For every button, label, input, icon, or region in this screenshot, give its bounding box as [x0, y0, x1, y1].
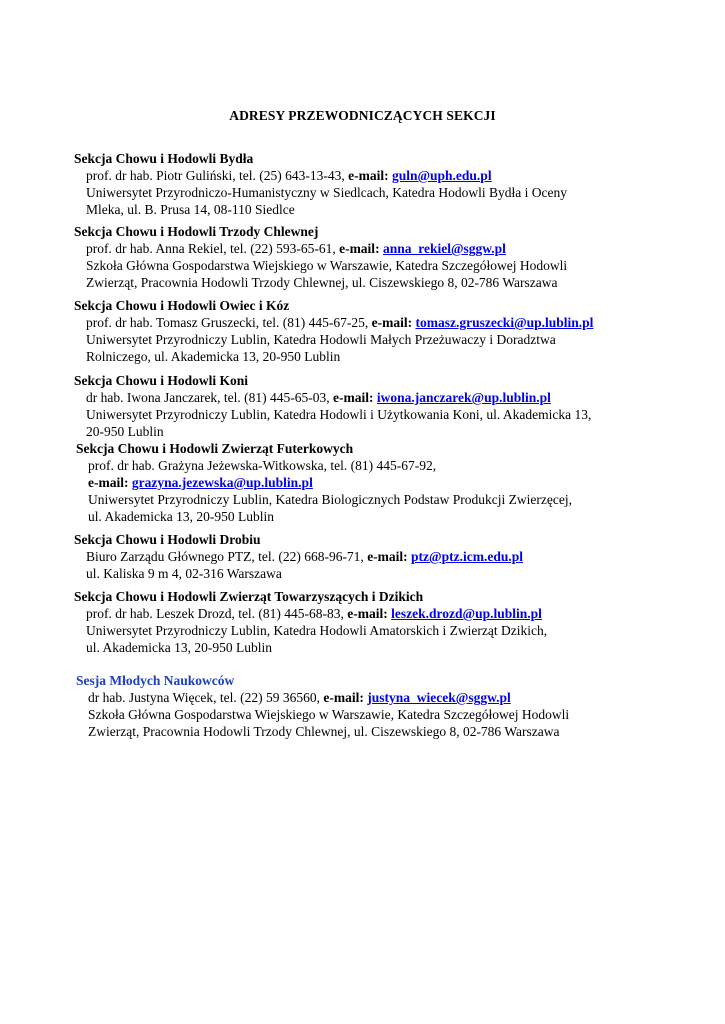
contact-line: prof. dr hab. Piotr Guliński, tel. (25) 643-13-43, e-mail: guln@uph.edu.pl: [86, 168, 492, 183]
email-link[interactable]: guln@uph.edu.pl: [391, 168, 492, 183]
address-line: Mleka, ul. B. Prusa 14, 08-110 Siedlce: [86, 202, 295, 217]
page-title: ADRESY PRZEWODNICZĄCYCH SEKCJI: [229, 108, 496, 123]
address-line: Rolniczego, ul. Akademicka 13, 20-950 Lublin: [86, 349, 341, 364]
email-link[interactable]: justyna_wiecek@sggw.pl: [367, 690, 511, 705]
section-title: Sekcja Chowu i Hodowli Trzody Chlewnej: [74, 224, 319, 239]
address-line: Zwierząt, Pracownia Hodowli Trzody Chlewnej, ul. Ciszewskiego 8, 02-786 Warszawa: [86, 275, 558, 290]
section-pigs: [74, 223, 674, 291]
section-title: Sekcja Chowu i Hodowli Drobiu: [74, 532, 261, 547]
address-line: Uniwersytet Przyrodniczy Lublin, Katedra Biologicznych Podstaw Produkcji Zwierzęcej,: [88, 492, 572, 507]
address-line: Uniwersytet Przyrodniczo-Humanistyczny w Siedlcach, Katedra Hodowli Bydła i Oceny: [86, 185, 567, 200]
address-line: Szkoła Główna Gospodarstwa Wiejskiego w Warszawie, Katedra Szczegółowej Hodowli: [86, 258, 568, 273]
contact-line: prof. dr hab. Tomasz Gruszecki, tel. (81) 445-67-25, e-mail: tomasz.gruszecki@up.lublin.pl: [86, 315, 594, 330]
email-line: e-mail: grazyna.jezewska@up.lublin.pl: [88, 475, 313, 490]
address-line: 20-950 Lublin: [86, 424, 164, 439]
email-link[interactable]: anna_rekiel@sggw.pl: [382, 241, 506, 256]
address-line: ul. Akademicka 13, 20-950 Lublin: [86, 640, 272, 655]
section-companion-wild: [74, 588, 674, 656]
address-line: Uniwersytet Przyrodniczy Lublin, Katedra Hodowli i Użytkowania Koni, ul. Akademicka 13,: [86, 407, 592, 422]
section-title: Sekcja Chowu i Hodowli Zwierząt Towarzyszących i Dzikich: [74, 589, 424, 604]
address-line: ul. Kaliska 9 m 4, 02-316 Warszawa: [86, 566, 282, 581]
contact-line: dr hab. Justyna Więcek, tel. (22) 59 36560, e-mail: justyna_wiecek@sggw.pl: [88, 690, 511, 705]
section-fur-animals: [76, 440, 676, 525]
address-line: Uniwersytet Przyrodniczy Lublin, Katedra Hodowli Amatorskich i Zwierząt Dzikich,: [86, 623, 548, 638]
email-link[interactable]: grazyna.jezewska@up.lublin.pl: [131, 475, 313, 490]
section-title: Sekcja Chowu i Hodowli Owiec i Kóz: [74, 298, 290, 313]
address-line: Uniwersytet Przyrodniczy Lublin, Katedra Hodowli Małych Przeżuwaczy i Doradztwa: [86, 332, 556, 347]
contact-line: dr hab. Iwona Janczarek, tel. (81) 445-65-03, e-mail: iwona.janczarek@up.lublin.pl: [86, 390, 551, 405]
section-sheep-goats: [74, 297, 674, 365]
email-link[interactable]: ptz@ptz.icm.edu.pl: [411, 549, 523, 564]
address-line: Zwierząt, Pracownia Hodowli Trzody Chlewnej, ul. Ciszewskiego 8, 02-786 Warszawa: [88, 724, 560, 739]
email-link[interactable]: leszek.drozd@up.lublin.pl: [391, 606, 542, 621]
address-line: ul. Akademicka 13, 20-950 Lublin: [88, 509, 274, 524]
contact-line: prof. dr hab. Grażyna Jeżewska-Witkowska, tel. (81) 445-67-92,: [88, 458, 437, 473]
section-horses: [74, 372, 674, 440]
section-cattle: [74, 150, 674, 218]
section-title: Sesja Młodych Naukowców: [76, 673, 235, 688]
contact-line: prof. dr hab. Leszek Drozd, tel. (81) 445-68-83, e-mail: leszek.drozd@up.lublin.pl: [86, 606, 542, 621]
section-young-scientists: [76, 672, 676, 740]
email-link[interactable]: iwona.janczarek@up.lublin.pl: [376, 390, 551, 405]
contact-line: Biuro Zarządu Głównego PTZ, tel. (22) 668-96-71, e-mail: ptz@ptz.icm.edu.pl: [86, 549, 523, 564]
contact-line: prof. dr hab. Anna Rekiel, tel. (22) 593-65-61, e-mail: anna_rekiel@sggw.pl: [86, 241, 506, 256]
section-title: Sekcja Chowu i Hodowli Zwierząt Futerkowych: [76, 441, 354, 456]
section-title: Sekcja Chowu i Hodowli Bydła: [74, 151, 254, 166]
address-line: Szkoła Główna Gospodarstwa Wiejskiego w Warszawie, Katedra Szczegółowej Hodowli: [88, 707, 570, 722]
section-poultry: [74, 531, 674, 582]
email-link[interactable]: tomasz.gruszecki@up.lublin.pl: [415, 315, 594, 330]
section-title: Sekcja Chowu i Hodowli Koni: [74, 373, 249, 388]
